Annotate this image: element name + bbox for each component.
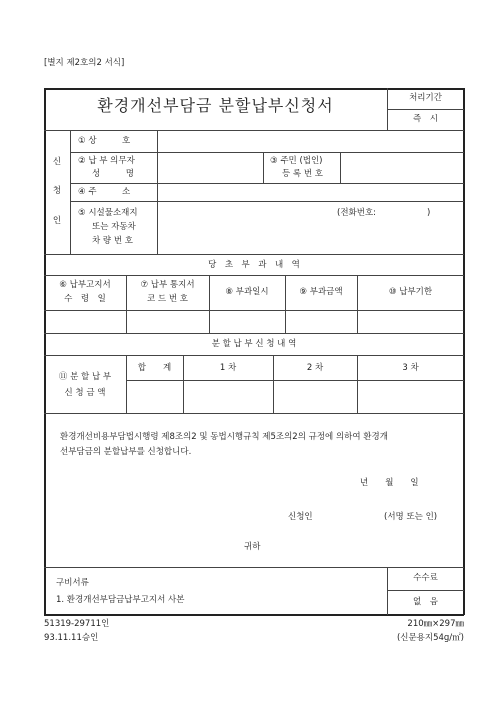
payer-name-label-2: 성 명 — [92, 169, 134, 179]
col7-label-1: ⑦ 납부 통지서 — [140, 280, 195, 290]
processing-period-value: 즉 시 — [413, 114, 438, 124]
installment-label-1: ⑪ 분 할 납 부 — [58, 372, 112, 382]
statement-line-2: 선부담금의 분할납부를 신청합니다. — [60, 447, 192, 457]
form-reference: [별지 제2호의2 서식] — [44, 58, 125, 68]
original-header: 당 초 부 과 내 역 — [208, 260, 300, 270]
col8-label: ⑧ 부과일시 — [225, 287, 269, 297]
payer-name-label-1: ② 납 부 의무자 — [78, 156, 135, 166]
second-installment-label: 2 차 — [306, 363, 324, 373]
address-label: ④ 주 소 — [78, 187, 131, 197]
documents-item: 1. 환경개선부담금납부고지서 사본 — [56, 595, 185, 605]
applicant-label-3: 인 — [52, 216, 62, 226]
col10-label: ⑩ 납부기한 — [388, 287, 433, 297]
facility-label-3: 차 량 번 호 — [92, 236, 133, 246]
col6-label-2: 수 령 일 — [64, 294, 106, 304]
resident-no-label-1: ③ 주민 (법인) — [270, 156, 323, 166]
statement-line-1: 환경개선비용부담법시행령 제8조의2 및 동법시행규칙 제5조의2의 규정에 의하여 환경개 — [60, 432, 388, 442]
applicant-label-2: 청 — [52, 186, 62, 196]
documents-label: 구비서류 — [56, 578, 89, 588]
signature-note: (서명 또는 인) — [384, 512, 438, 522]
facility-label-1: ⑤ 시설물소재지 — [78, 208, 138, 218]
fee-label: 수수료 — [413, 573, 438, 583]
first-installment-label: 1 차 — [219, 363, 237, 373]
applicant-label-1: 신 — [52, 157, 62, 167]
col6-label-1: ⑥ 납부고지서 — [59, 280, 111, 290]
form-title: 환경개선부담금 분할납부신청서 — [97, 96, 334, 115]
applicant-signer-label: 신청인 — [288, 512, 313, 522]
phone-label: (전화번호: ) — [337, 208, 431, 218]
installment-header: 분 할 납 부 신 청 내 역 — [211, 339, 297, 349]
col7-label-2: 코 드 번 호 — [147, 294, 188, 304]
approval-date: 93.11.11승인 — [44, 633, 99, 643]
total-label: 합 계 — [137, 363, 172, 373]
recipient-label: 귀하 — [244, 542, 261, 552]
third-installment-label: 3 차 — [402, 363, 419, 373]
form-code: 51319-29711인 — [44, 619, 110, 629]
processing-period-label: 처리기간 — [409, 93, 442, 103]
paper-size: 210㎜×297㎜ — [407, 619, 464, 629]
trade-name-label: ① 상 호 — [78, 136, 131, 146]
application-date: 년 월 일 — [360, 478, 419, 488]
resident-no-label-2: 등 록 번 호 — [282, 169, 323, 179]
fee-value: 없 음 — [413, 597, 438, 607]
facility-label-2: 또는 자동차 — [92, 222, 136, 232]
installment-label-2: 신 청 금 액 — [64, 388, 106, 398]
col9-label: ⑨ 부과금액 — [299, 287, 343, 297]
paper-type: (신문용지54g/㎡) — [396, 633, 464, 643]
